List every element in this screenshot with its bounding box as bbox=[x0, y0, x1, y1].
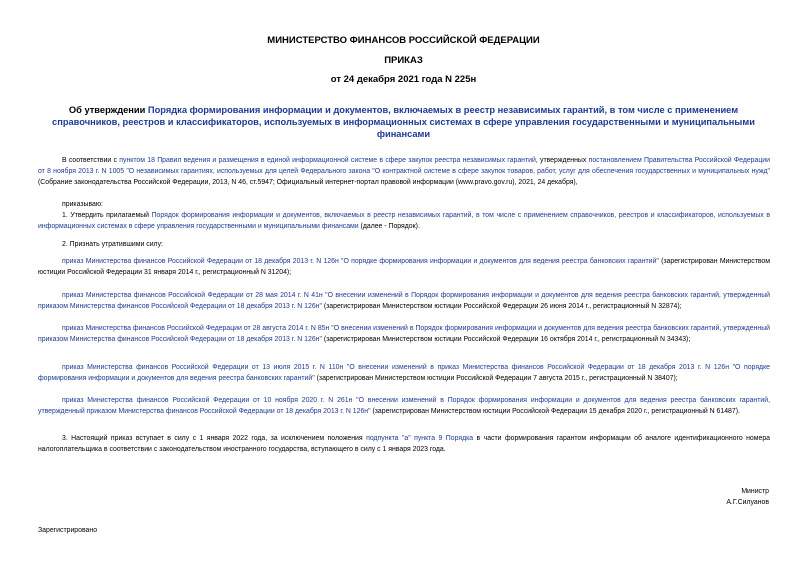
preamble-text-2: , утвержденных bbox=[535, 157, 589, 164]
item-3-text-1: 3. Настоящий приказ вступает в силу с 1 января 2022 года, за исключением положения bbox=[62, 435, 367, 442]
item-1-text-1: 1. Утвердить прилагаемый bbox=[62, 212, 152, 219]
item-3-paragraph bbox=[38, 433, 770, 455]
subpoint-a-point-9-link[interactable]: подпункта "а" пункта 9 Порядка bbox=[366, 435, 474, 442]
item-3-text-2: в части формирования гарантом информации об аналоге идентификационного номера налогоплательщика в соответствии с законодательством иностранного государства, вступающего в силу с 1 января 2023 года. bbox=[38, 435, 770, 453]
preamble-text-3: (Собрание законодательства Российской Федерации, 2013, N 46, ст.5947; Официальный интернет-портал правовой информации (www.pravo.gov.ru), 2021, 24 декабря), bbox=[38, 179, 578, 186]
signature-name: А.Г.Силуанов bbox=[726, 499, 769, 506]
repealed-order-5-link[interactable]: приказ Министерства финансов Российской Федерации от 10 ноября 2020 г. N 261н "О внесении изменений в Порядок формирования информации и документов для ведения реестра банковских гарантий, утвержденный приказом Министерства финансов Российской Федерации от 18 декабря 2013 г. N 126н" bbox=[38, 397, 770, 415]
registered-note: Зарегистрировано bbox=[38, 527, 98, 534]
repealed-order-1-link[interactable]: приказ Министерства финансов Российской Федерации от 18 декабря 2013 г. N 126н "О порядке формирования информации и документов для ведения реестра банковских гарантий" bbox=[62, 258, 659, 265]
date-number-heading: от 24 декабря 2021 года N 225н bbox=[330, 74, 477, 85]
preamble-text-1: В соответствии с bbox=[62, 157, 120, 164]
document-title bbox=[38, 104, 769, 140]
repealed-order-3-link[interactable]: приказ Министерства финансов Российской Федерации от 28 августа 2014 г. N 85н "О внесении изменений в Порядок формирования информации и документов для ведения реестра банковских гарантий, утвержденный приказом Министерства финансов Российской Федерации от 18 декабря 2013 г. N 126н" bbox=[38, 325, 770, 343]
item-1-text-2: (далее - Порядок). bbox=[358, 223, 420, 230]
prikazyvayu-text: приказываю: bbox=[62, 201, 103, 208]
rules-point-18-link[interactable]: пунктом 18 Правил ведения и размещения в единой информационной системе в сфере закупок реестра независимых гарантий bbox=[119, 157, 536, 164]
title-order-link[interactable]: Порядка формирования информации и документов, включаемых в реестр независимых гарантий, в том числе с применением справочников, реестров и классификаторов, используемых в информационных системах в сфере управления государственными и муниципальными финансами bbox=[52, 105, 755, 139]
procedure-link[interactable]: Порядок формирования информации и документов, включаемых в реестр независимых гарантий, в том числе с применением справочников, реестров и классификаторов, используемых в информационных системах в сфере управления государственными и муниципальными финансами bbox=[38, 212, 770, 230]
repealed-order-5 bbox=[38, 395, 770, 417]
item-2-heading: 2. Признать утратившими силу: bbox=[62, 241, 163, 248]
repealed-order-3-text: (зарегистрирован Министерством юстиции Российской Федерации 16 октября 2014 г., регистрационный N 34343); bbox=[321, 336, 691, 343]
repealed-order-2-link[interactable]: приказ Министерства финансов Российской Федерации от 28 мая 2014 г. N 41н "О внесении изменений в Порядок формирования информации и документов для ведения реестра банковских гарантий, утвержденный приказом Министерства финансов Российской Федерации от 18 декабря 2013 г. N 126н" bbox=[38, 292, 770, 310]
repealed-order-1-text: (зарегистрирован Министерством юстиции Российской Федерации 31 января 2014 г., регистрационный N 31204); bbox=[38, 258, 770, 276]
doc-type-heading: ПРИКАЗ bbox=[384, 55, 423, 66]
preamble-paragraph bbox=[38, 155, 770, 188]
government-decree-link[interactable]: постановлением Правительства Российской Федерации от 8 ноября 2013 г. N 1005 "О независимых гарантиях, используемых для целей Федерального закона "О контрактной системе в сфере закупок товаров, работ, услуг для обеспечения государственных и муниципальных нужд" bbox=[38, 157, 770, 175]
repealed-order-4 bbox=[38, 362, 770, 384]
repealed-order-1 bbox=[38, 256, 770, 278]
item-1-paragraph bbox=[38, 210, 770, 232]
repealed-order-2 bbox=[38, 290, 770, 312]
repealed-order-2-text: (зарегистрирован Министерством юстиции Российской Федерации 26 июня 2014 г., регистрационный N 32874); bbox=[321, 303, 682, 310]
ministry-heading: МИНИСТЕРСТВО ФИНАНСОВ РОССИЙСКОЙ ФЕДЕРАЦИИ bbox=[267, 35, 540, 46]
repealed-order-4-text: (зарегистрирован Министерством юстиции Российской Федерации 7 августа 2015 г., регистрационный N 38407); bbox=[314, 375, 678, 382]
repealed-order-5-text: (зарегистрирован Министерством юстиции Российской Федерации 15 декабря 2020 г., регистрационный N 61487). bbox=[370, 408, 740, 415]
signature-position: Министр bbox=[741, 488, 769, 495]
repealed-order-4-link[interactable]: приказ Министерства финансов Российской Федерации от 13 июля 2015 г. N 110н "О внесении изменений в приказ Министерства финансов Российской Федерации от 18 декабря 2013 г. N 126н "О порядке формирования информации и документов для ведения реестра банковских гарантий" bbox=[38, 364, 770, 382]
repealed-order-3 bbox=[38, 323, 770, 345]
title-prefix: Об утверждении bbox=[68, 105, 148, 115]
